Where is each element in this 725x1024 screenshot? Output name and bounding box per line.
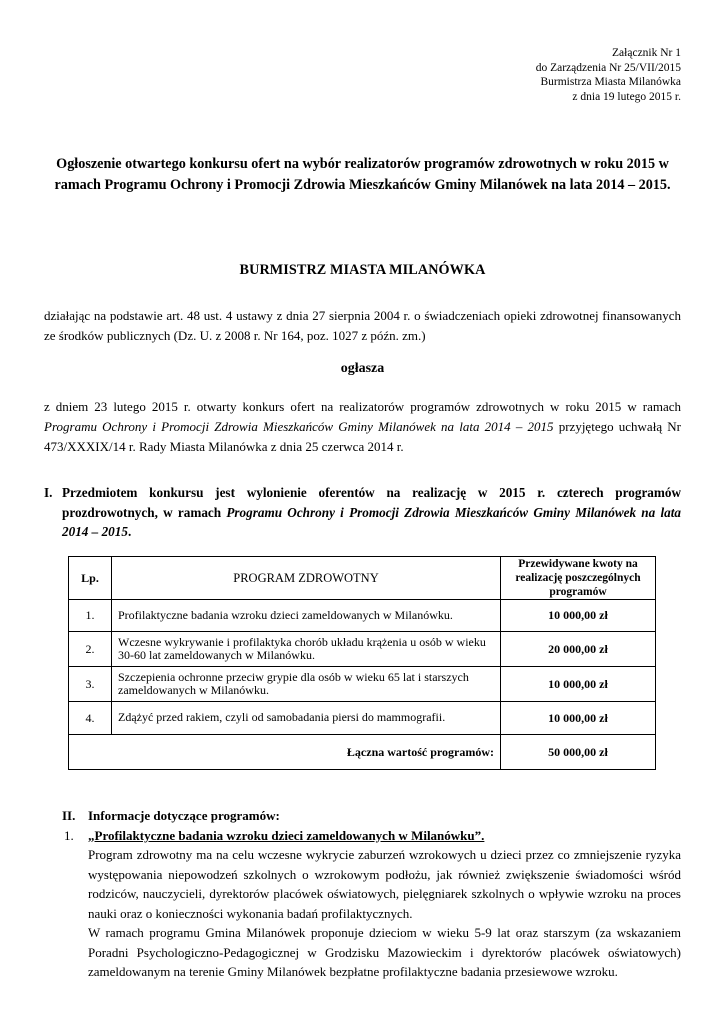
program-item-1-paragraph-2: W ramach programu Gmina Milanówek proponuje dzieciom w wieku 5-9 lat oraz starszym (za wskazaniem Poradni Psychologiczno-Pedagogicznej w Grodzisku Mazowieckim i dyrektorów placówek oświatowych) zameldowanym na terenie Gminy Milanówek bezpłatne profilaktyczne badania przesiewowe wzroku. — [88, 925, 681, 979]
announcement-text-after: przyjętego uchwałą Nr 473/XXXIX/14 r. Rady Miasta Milanówka z dnia 25 czerwca 2014 r. — [44, 419, 681, 454]
annex-line-1: Załącznik Nr 1 — [612, 47, 681, 59]
announcement-paragraph — [44, 397, 681, 457]
section-1-text — [62, 483, 681, 542]
section-2 — [44, 806, 681, 982]
section-1-text-before: Przedmiotem konkursu jest wylonienie oferentów na realizację w 2015 r. czterech programów prozdrowotnych, w ramach — [62, 485, 681, 520]
programs-table — [68, 556, 656, 770]
row-amount: 10 000,00 zł — [501, 600, 656, 632]
row-lp: 1. — [69, 600, 112, 632]
program-item-1-paragraph-1: Program zdrowotny ma na celu wczesne wykrycie zaburzeń wzrokowych u dzieci przez co zmniejszenie ryzyka występowania niepowodzeń szkolnych o wzrokowym podłożu, jak również zwiększenie świadomości wśród rodziców, nauczycieli, dyrektorów placówek oświatowych, pielęgniarek szkolnych o wpływie wzroku na proces nauki oraz o konieczności wykonania badań profilaktycznych. — [88, 847, 681, 921]
section-2-heading — [44, 806, 681, 826]
row-amount: 10 000,00 zł — [501, 702, 656, 735]
total-label: Łączna wartość programów: — [69, 735, 501, 770]
section-2-number: II. — [62, 808, 76, 823]
section-1-program-name: Programu Ochrony i Promocji Zdrowia Mieszkańców Gminy Milanówek na lata 2014 – 2015 — [62, 504, 681, 539]
section-1-text-after: . — [127, 524, 132, 539]
table-total-row — [69, 735, 656, 770]
table-row — [69, 600, 656, 632]
row-lp: 3. — [69, 667, 112, 702]
row-lp: 4. — [69, 702, 112, 735]
section-1 — [44, 483, 681, 542]
header-program: PROGRAM ZDROWOTNY — [112, 557, 501, 600]
row-program-name: Zdążyć przed rakiem, czyli od samobadania piersi do mammografii. — [112, 702, 501, 735]
row-program-name: Profilaktyczne badania wzroku dzieci zameldowanych w Milanówku. — [112, 600, 501, 632]
total-value: 50 000,00 zł — [501, 735, 656, 770]
row-amount: 20 000,00 zł — [501, 632, 656, 667]
row-amount: 10 000,00 zł — [501, 667, 656, 702]
annex-line-3: Burmistrza Miasta Milanówka — [540, 76, 681, 89]
document-title: Ogłoszenie otwartego konkursu ofert na wybór realizatorów programów zdrowotnych w roku 2015 w ramach Programu Ochrony i Promocji Zdrowia Mieszkańców Gminy Milanówek na lata 2014 – 2015. — [54, 156, 671, 193]
authority-heading: BURMISTRZ MIASTA MILANÓWKA — [239, 262, 486, 278]
program-item-1-title: „Profilaktyczne badania wzroku dzieci zameldowanych w Milanówku”. — [88, 827, 485, 843]
announcement-text-before: z dniem 23 lutego 2015 r. otwarty konkurs ofert na realizatorów programów zdrowotnych w roku 2015 w ramach — [44, 399, 681, 414]
row-program-name: Wczesne wykrywanie i profilaktyka chorób układu krążenia u osób w wieku 30-60 lat zameldowanych w Milanówku. — [112, 632, 501, 667]
table-header-row — [69, 557, 656, 600]
table-row — [69, 667, 656, 702]
section-1-number: I. — [44, 485, 53, 500]
program-item-1 — [44, 826, 681, 846]
header-amount: Przewidywane kwoty na realizację poszczególnych programów — [501, 557, 656, 600]
row-lp: 2. — [69, 632, 112, 667]
legal-basis-paragraph: działając na podstawie art. 48 ust. 4 ustawy z dnia 27 sierpnia 2004 r. o świadczeniach opieki zdrowotnej finansowanych ze środków publicznych (Dz. U. z 2008 r. Nr 164, poz. 1027 z późn. zm.) — [44, 308, 681, 343]
table-row — [69, 632, 656, 667]
annex-line-2: do Zarządzenia Nr 25/VII/2015 — [535, 61, 681, 74]
header-lp: Lp. — [69, 557, 112, 600]
announcement-program-name: Programu Ochrony i Promocji Zdrowia Mieszkańców Gminy Milanówek na lata 2014 – 2015 — [44, 419, 554, 434]
annex-line-4: z dnia 19 lutego 2015 r. — [572, 90, 681, 103]
announces-heading: ogłasza — [340, 361, 385, 376]
program-item-1-number: 1. — [64, 827, 74, 843]
row-program-name: Szczepienia ochronne przeciw grypie dla osób w wieku 65 lat i starszych zameldowanych w Milanówku. — [112, 667, 501, 702]
annex-note — [421, 46, 681, 104]
section-2-heading-text: Informacje dotyczące programów: — [88, 808, 280, 823]
table-row — [69, 702, 656, 735]
